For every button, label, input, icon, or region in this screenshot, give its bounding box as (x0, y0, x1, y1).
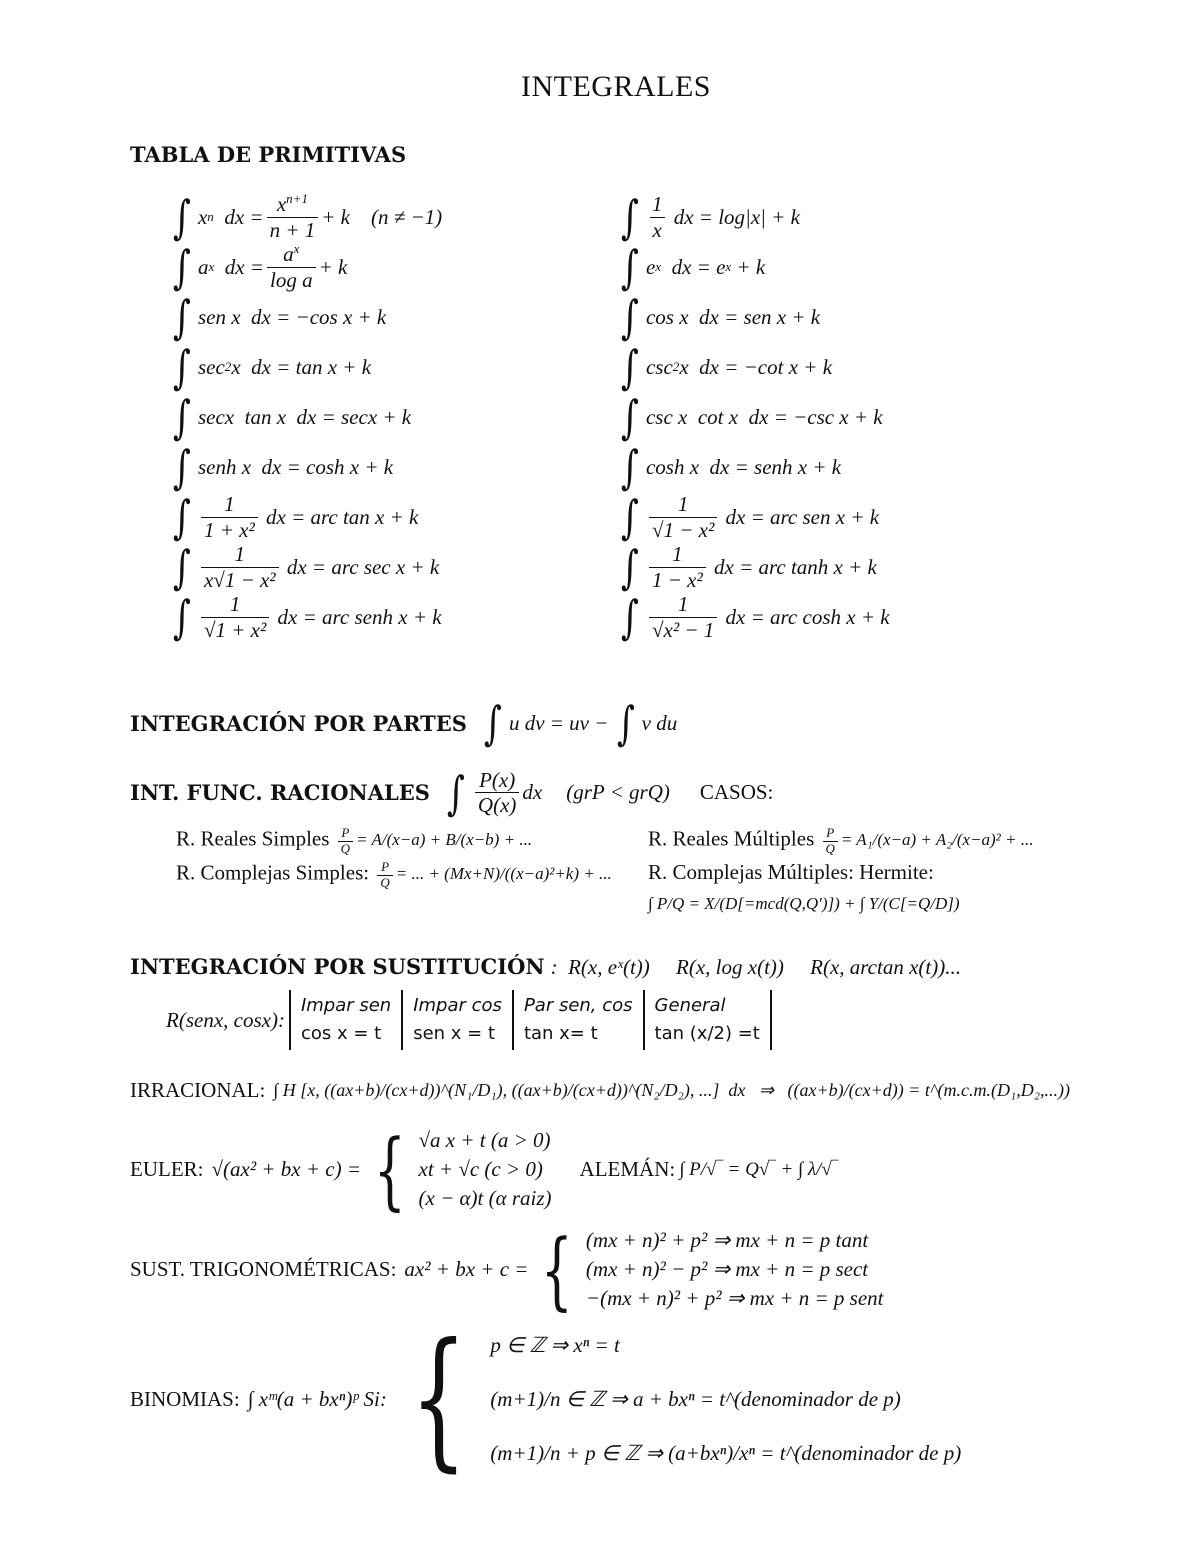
table-left-column (170, 192, 442, 642)
sust-trig-cases: (mx + n)² + p² ⇒ mx + n = p tant (mx + n)² − p² ⇒ mx + n = p sect −(mx + n)² + p² ⇒ mx + n = p sent (585, 1228, 884, 1310)
formula-left-6: ∫ senh x dx = cosh x + k (172, 440, 394, 494)
senx-cosx-table (166, 990, 772, 1050)
binomias-row (130, 1312, 962, 1486)
formula-right-3: ∫ cos x dx = sen x + k (620, 290, 821, 344)
formula-right-9: ∫ $\frac{1}{\text{√x² − 1}}$ dx = arc cosh x + k (620, 590, 890, 644)
formula-right-7: ∫ $\frac{1}{\text{√1 − x²}}$ dx = arc sen x + k (620, 490, 880, 544)
section-irracional-heading: IRRACIONAL: (130, 1078, 266, 1102)
irracional-formula: ∫ H [x, ((ax+b)/(cx+d))^(N₁/D₁), ((ax+b)/(cx+d))^(N₂/D₂), ...] dx ⇒ ((ax+b)/(cx+d)) = t^(m.c.m.(D₁,D₂,...)) (273, 1080, 1070, 1100)
reales-multiples: R. Reales Múltiples $\frac{P}{Q}$ = A₁/(x−a) + A₂/(x−a)² + ... (648, 825, 1034, 856)
section-sust-trig-heading: SUST. TRIGONOMÉTRICAS: (130, 1257, 397, 1281)
sustitucion-row (130, 954, 961, 980)
complejas-multiples: R. Complejas Múltiples: Hermite: (648, 860, 934, 884)
partes-formula: ∫ u dv = uv − ∫ v du (483, 696, 678, 750)
sustitucion-forms: : R(x, eˣ(t)) R(x, log x(t)) R(x, arctan x(t))... (550, 955, 961, 979)
section-partes-heading: INTEGRACIÓN POR PARTES (130, 710, 467, 736)
hermite-formula: ∫ P/Q = X/(D[=mcd(Q,Q′)]) + ∫ Y/(C[=Q/D]) (648, 894, 960, 913)
formula-right-4: ∫ csc 2 x dx = −cot x + k (620, 340, 833, 394)
formula-left-4: ∫ sec 2 x dx = tan x + k (172, 340, 372, 394)
binomias-lhs: ∫ xᵐ(a + bxⁿ)ᵖ Si: (247, 1386, 387, 1411)
binomias-cases: p ∈ ℤ ⇒ xⁿ = t (m+1)/n ∈ ℤ ⇒ a + bxⁿ = t^(denominador de p) (m+1)/n + p ∈ ℤ ⇒ (a+bxⁿ)/xⁿ = t^(denominador de p) (490, 1333, 962, 1465)
sust-trig-row (130, 1220, 884, 1319)
formula-right-8: ∫ $\frac{1}{\text{1 − x²}}$ dx = arc tanh x + k (620, 540, 877, 594)
euler-lhs: √(ax² + bx + c) = (211, 1157, 362, 1181)
sust-trig-brace: { (541, 1220, 574, 1319)
euler-cases: √a x + t (a > 0) xt + √c (c > 0) (x − α)t (α raiz) (418, 1128, 552, 1210)
formula-right-2: ∫ e x dx = e x + k (620, 240, 766, 294)
formula-right-1: ∫ $\frac{1}{x}$ dx = log|x| + k (620, 190, 800, 244)
senx-case-4: General tan (x/2) =t (643, 990, 772, 1050)
senx-case-1: Impar sen cos x = t (289, 990, 401, 1050)
reales-simples: R. Reales Simples $\frac{P}{Q}$ = A/(x−a) + B/(x−b) + ... (176, 825, 533, 856)
aleman-formula: ∫ P/√‾ = Q√‾ + ∫ λ/√‾ (679, 1158, 839, 1180)
formula-left-2: ∫ a x dx = $\frac{a^x}{\text{log a}}$ + k (172, 240, 348, 294)
section-aleman-heading: ALEMÁN: (579, 1157, 676, 1181)
senx-table-label: R(senx, cosx): (166, 1007, 285, 1032)
formula-left-1: ∫ x n dx = $\frac{x^{n+1}}{n + 1}$ + k (n ≠ −1) (172, 190, 443, 244)
senx-case-3: Par sen, cos tan x= t (512, 990, 643, 1050)
formula-left-5: ∫ secx tan x dx = secx + k (172, 390, 412, 444)
formula-left-8: ∫ $\frac{1}{\text{x√1 − x²}}$ dx = arc sec x + k (172, 540, 440, 594)
section-tabla-heading: TABLA DE PRIMITIVAS (130, 142, 407, 167)
page-title: INTEGRALES (521, 70, 711, 103)
formula-right-6: ∫ cosh x dx = senh x + k (620, 440, 842, 494)
binomias-brace: { (409, 1312, 468, 1486)
euler-brace: { (373, 1120, 406, 1219)
formula-left-9: ∫ $\frac{1}{\text{√1 + x²}}$ dx = arc senh x + k (172, 590, 442, 644)
section-euler-heading: EULER: (130, 1157, 204, 1181)
section-binomias-heading: BINOMIAS: (130, 1386, 240, 1411)
section-racionales-heading: INT. FUNC. RACIONALES (130, 780, 430, 806)
euler-row (130, 1120, 839, 1219)
racionales-row (130, 765, 774, 820)
complejas-simples: R. Complejas Simples: $\frac{P}{Q}$ = ... + (Mx+N)/((x−a)²+k) + ... (176, 859, 612, 890)
sust-trig-lhs: ax² + bx + c = (404, 1257, 529, 1281)
senx-case-2: Impar cos sen x = t (401, 990, 512, 1050)
racionales-formula: ∫ $\frac{P(x)}{Q(x)}$ dx (grP < grQ) (446, 765, 670, 820)
casos-label: CASOS: (699, 780, 774, 805)
formula-right-5: ∫ csc x cot x dx = −csc x + k (620, 390, 883, 444)
table-right-column (618, 192, 890, 642)
formula-left-3: ∫ sen x dx = −cos x + k (172, 290, 387, 344)
partes-row (130, 696, 678, 750)
formula-left-7: ∫ $\frac{1}{\text{1 + x²}}$ dx = arc tan x + k (172, 490, 419, 544)
section-sustitucion-heading: INTEGRACIÓN POR SUSTITUCIÓN (130, 954, 545, 979)
irracional-row (130, 1078, 1070, 1103)
